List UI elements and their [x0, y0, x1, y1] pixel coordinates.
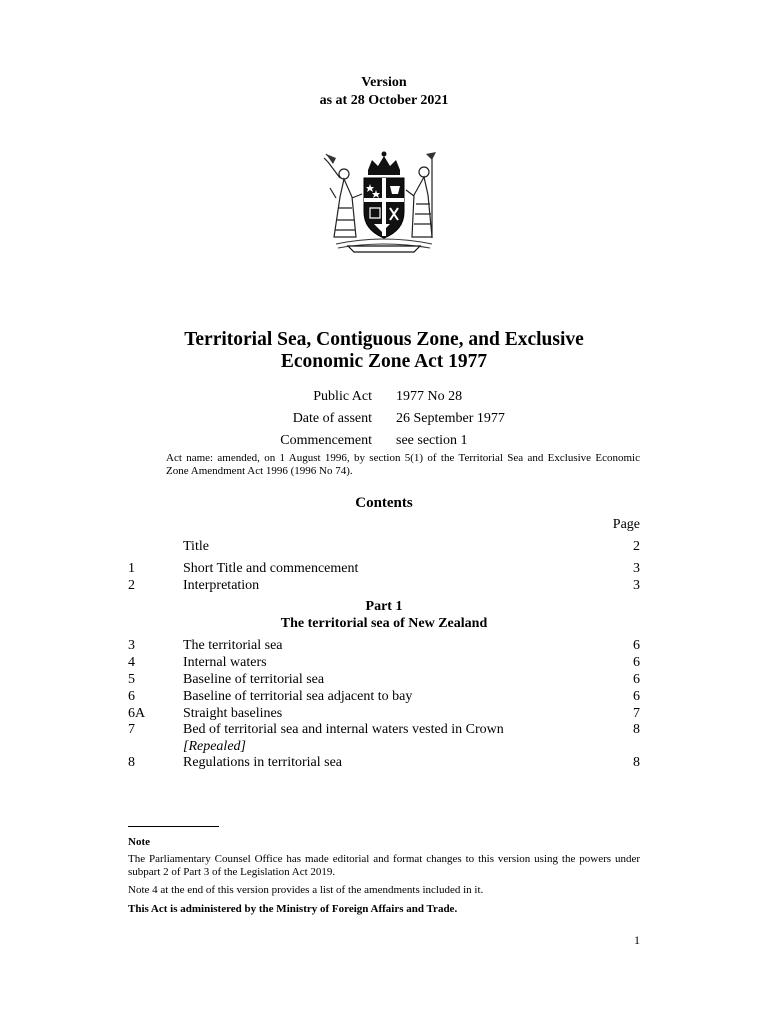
toc-title: Straight baselines — [183, 706, 283, 721]
toc-row-sub — [128, 738, 640, 755]
meta-label: Public Act — [313, 389, 372, 404]
toc-title: Baseline of territorial sea adjacent to bay — [183, 689, 413, 704]
meta-label: Date of assent — [292, 411, 372, 426]
footnote-divider — [128, 826, 219, 827]
toc-row[interactable] — [128, 637, 640, 654]
toc-page: 3 — [633, 578, 640, 593]
toc-page: 6 — [633, 672, 640, 687]
meta-date-of-assent — [0, 411, 768, 431]
toc-row[interactable] — [128, 671, 640, 688]
toc-row[interactable] — [128, 654, 640, 671]
toc-number: 3 — [128, 638, 135, 653]
toc-row[interactable] — [128, 754, 640, 771]
version-date: as at 28 October 2021 — [319, 93, 449, 108]
toc-number: 6A — [128, 706, 146, 721]
meta-value: 26 September 1977 — [396, 411, 505, 426]
version-label: Version — [361, 75, 407, 90]
toc-number: 1 — [128, 561, 135, 576]
toc-row[interactable] — [128, 705, 640, 722]
note-heading: Note — [128, 836, 150, 848]
part-title: The territorial sea of New Zealand — [280, 616, 488, 631]
act-title — [0, 329, 768, 373]
toc-number: 8 — [128, 755, 135, 770]
toc-row[interactable] — [128, 538, 640, 555]
toc-page: 6 — [633, 655, 640, 670]
act-name-note: Act name: amended, on 1 August 1996, by section 5(1) of the Territorial Sea and Exclusive Economic Zone Amendment Act 1996 (1996 No 74). — [166, 452, 640, 477]
note-editorial: The Parliamentary Counsel Office has made editorial and format changes to this version using the powers under subpart 2 of Part 3 of the Legislation Act 2019. — [128, 853, 640, 878]
administered-by: This Act is administered by the Ministry of Foreign Affairs and Trade. — [128, 903, 458, 915]
page-column-label: Page — [612, 517, 640, 532]
toc-row[interactable] — [128, 560, 640, 577]
toc-page: 3 — [633, 561, 640, 576]
page-number: 1 — [634, 933, 640, 947]
toc-row[interactable] — [128, 577, 640, 594]
toc-number: 4 — [128, 655, 135, 670]
toc-number: 7 — [128, 722, 135, 737]
toc-number: 5 — [128, 672, 135, 687]
toc-page: 2 — [633, 539, 640, 554]
meta-commencement — [0, 433, 768, 453]
note-amendments: Note 4 at the end of this version provides a list of the amendments included in it. — [128, 884, 484, 896]
meta-value: see section 1 — [396, 433, 468, 448]
toc-title: Internal waters — [183, 655, 267, 670]
part-label: Part 1 — [365, 599, 403, 614]
nz-coat-of-arms-icon — [318, 148, 450, 260]
toc-page: 6 — [633, 689, 640, 704]
act-title-line2: Economic Zone Act 1977 — [280, 351, 488, 372]
toc-row[interactable] — [128, 721, 640, 738]
toc-title: Title — [183, 539, 209, 554]
toc-title: Short Title and commencement — [183, 561, 359, 576]
toc-number: 2 — [128, 578, 135, 593]
contents-heading: Contents — [355, 495, 413, 511]
toc-page: 8 — [633, 755, 640, 770]
toc-page: 8 — [633, 722, 640, 737]
act-title-line1: Territorial Sea, Contiguous Zone, and Exclusive — [184, 329, 584, 350]
version-header — [0, 74, 768, 110]
toc-title: Bed of territorial sea and internal waters vested in Crown — [183, 722, 504, 737]
repealed-marker: [Repealed] — [183, 739, 246, 754]
toc-title: Regulations in territorial sea — [183, 755, 343, 770]
toc-row[interactable] — [128, 688, 640, 705]
toc-title: The territorial sea — [183, 638, 283, 653]
meta-value: 1977 No 28 — [396, 389, 463, 404]
toc-title: Interpretation — [183, 578, 260, 593]
meta-label: Commencement — [280, 433, 372, 448]
toc-number: 6 — [128, 689, 135, 704]
meta-public-act — [0, 389, 768, 409]
toc-page: 7 — [633, 706, 640, 721]
toc-title: Baseline of territorial sea — [183, 672, 325, 687]
toc-page: 6 — [633, 638, 640, 653]
